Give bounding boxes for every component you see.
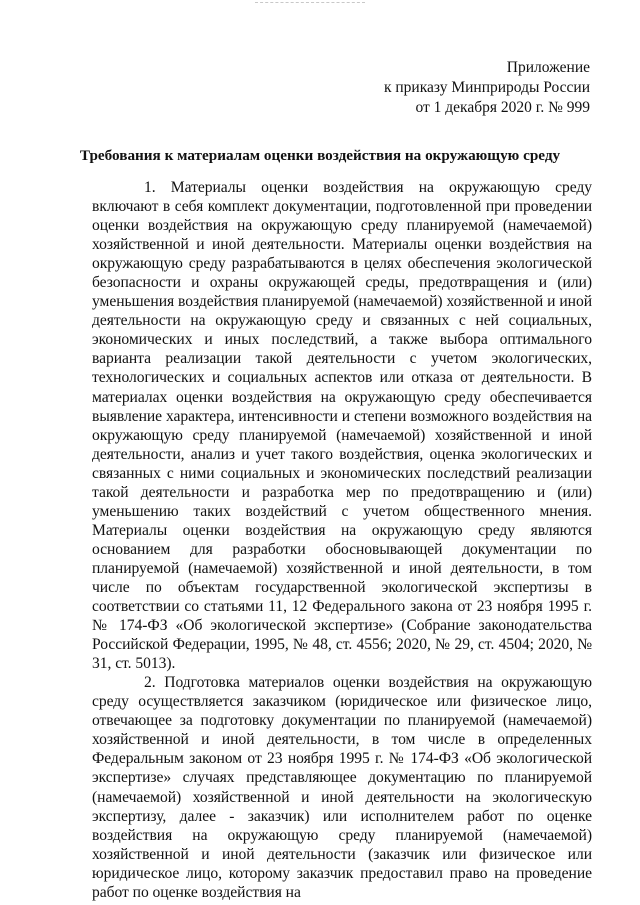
appendix-order-date-number: от 1 декабря 2020 г. № 999 (415, 99, 590, 116)
page-top-edge-divider (255, 2, 365, 3)
appendix-header (384, 58, 590, 118)
document-title: Требования к материалам оценки воздействия на окружающую среду (79, 147, 561, 164)
document-body (92, 178, 592, 902)
appendix-label: Приложение (506, 59, 590, 76)
paragraph-2: 2. Подготовка материалов оценки воздействия на окружающую среду осуществляется заказчиком (юридическое или физическое лицо, отвечающее за подготовку документации по планируемой (намечаемой) хозяйственной и иной деятельности, в том числе в определенных Федеральным законом от 23 ноября 1995 г. № 174-ФЗ «Об экологической экспертизе» случаях представляющее документацию по планируемой (намечаемой) хозяйственной и иной деятельности на экологическую экспертизу, далее - заказчик) или исполнителем работ по оценке воздействия на окружающую среду планируемой (намечаемой) хозяйственной и иной деятельности (заказчик или физическое или юридическое лицо, которому заказчик предоставил право на проведение работ по оценке воздействия на (92, 674, 592, 901)
appendix-order-reference: к приказу Минприроды России (383, 79, 590, 96)
paragraph-1: 1. Материалы оценки воздействия на окружающую среду включают в себя комплект документации, подготовленной при проведении оценки воздействия на окружающую среду планируемой (намечаемой) хозяйственной и иной деятельности. Материалы оценки воздействия на окружающую среду разрабатываются в целях обеспечения экологической безопасности и охраны окружающей среды, предотвращения и (или) уменьшения воздействия планируемой (намечаемой) хозяйственной и иной деятельности на окружающую среду и связанных с ней социальных, экономических и иных последствий, а также выбора оптимального варианта реализации такой деятельности с учетом экологических, технологических и социальных аспектов или отказа от деятельности. В материалах оценки воздействия на окружающую среду обеспечивается выявление характера, интенсивности и степени возможного воздействия на окружающую среду планируемой (намечаемой) хозяйственной и иной деятельности, анализ и учет такого воздействия, оценка экологических и связанных с ними социальных и экономических последствий реализации такой деятельности и разработка мер по предотвращению и (или) уменьшению таких воздействий с учетом общественного мнения. Материалы оценки воздействия на окружающую среду являются основанием для разработки обосновывающей документации по планируемой (намечаемой) хозяйственной и иной деятельности, в том числе по объектам государственной экологической экспертизы в соответствии со статьями 11, 12 Федерального закона от 23 ноября 1995 г. № 174-ФЗ «Об экологической экспертизе» (Собрание законодательства Российской Федерации, 1995, № 48, ст. 4556; 2020, № 29, ст. 4504; 2020, № 31, ст. 5013). (92, 179, 592, 673)
